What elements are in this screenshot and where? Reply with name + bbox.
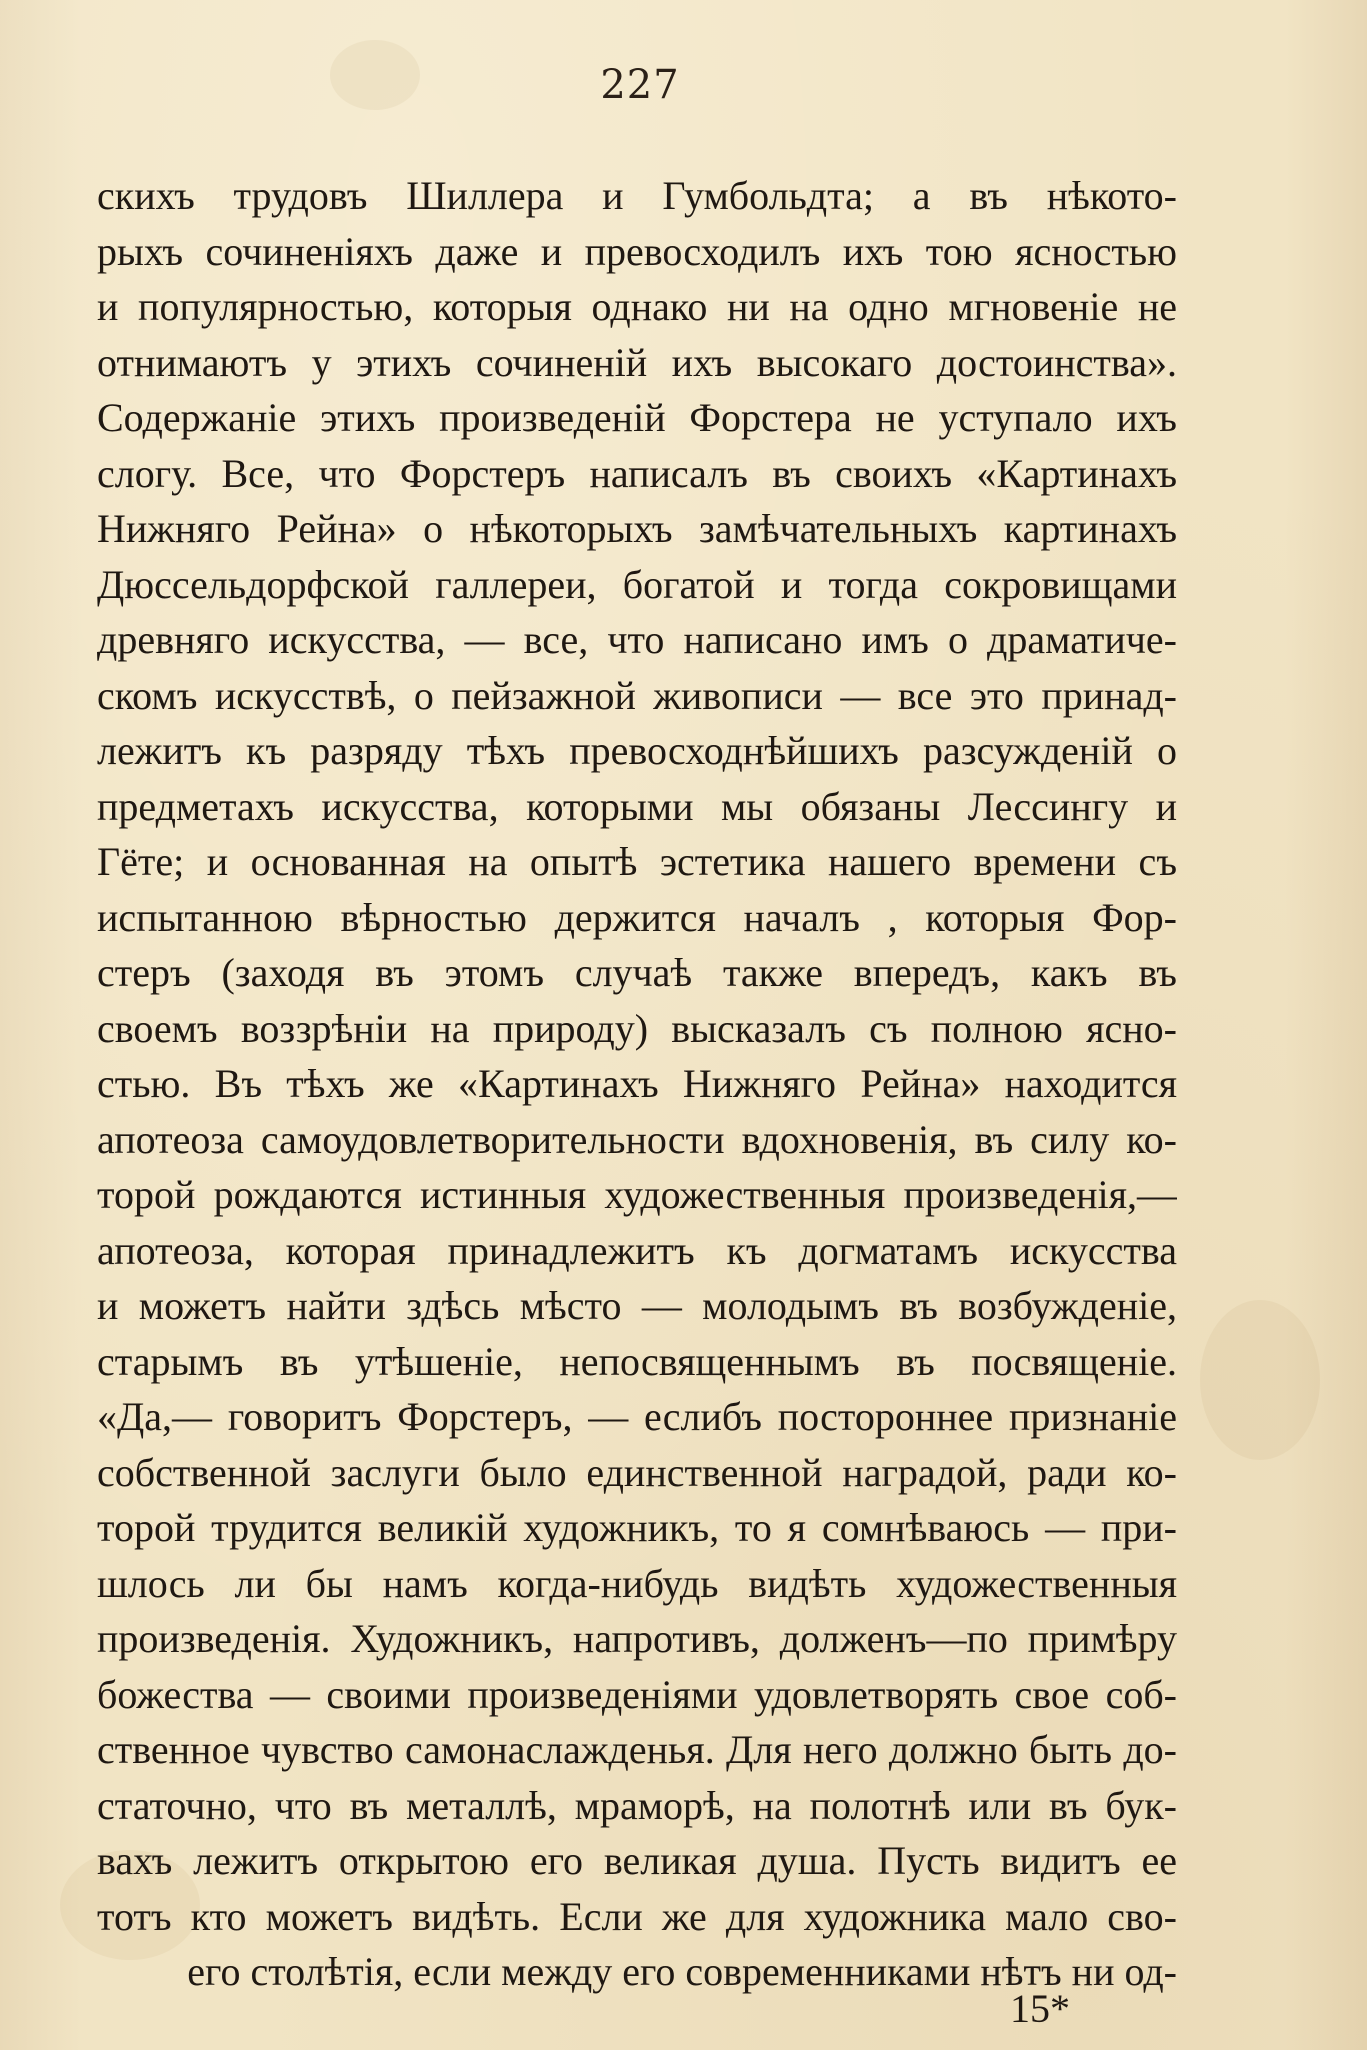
text-line: Дюссельдорфской галлереи, богатой и тогда сокровищами [97,561,1177,607]
text-line: торой трудится великій художникъ, то я сомнѣваюсь — при- [97,1505,1177,1550]
text-line: рыхъ сочиненіяхъ даже и превосходилъ ихъ тою ясностью [97,228,1177,274]
text-line: древняго искусства, — все, что написано имъ о драматиче- [97,617,1177,662]
text-line: стеръ (заходя въ этомъ случаѣ также впередъ, какъ въ [97,950,1177,995]
text-line: испытанною вѣрностью держится началъ , которыя Фор- [97,894,1177,940]
text-line: апотеоза самоудовлетворительности вдохновенія, въ силу ко- [97,1116,1177,1162]
text-line: лежитъ къ разряду тѣхъ превосходнѣйшихъ разсужденій о [97,728,1177,773]
text-line: собственной заслуги было единственной наградой, ради ко- [97,1449,1177,1495]
text-line: произведенія. Художникъ, напротивъ, долженъ—по примѣру [97,1616,1177,1661]
text-line: статочно, что въ металлѣ, мраморѣ, на полотнѣ или въ бук- [97,1782,1177,1828]
text-line: и популярностью, которыя однако ни на одно мгновеніе не [97,284,1177,329]
text-line: апотеоза, которая принадлежитъ къ догматамъ искусства [97,1227,1177,1273]
text-line: скомъ искусствѣ, о пейзажной живописи — все это принад- [97,672,1177,718]
text-line: слогу. Все, что Форстеръ написалъ въ своихъ «Картинахъ [97,450,1177,496]
text-line: Нижняго Рейна» о нѣкоторыхъ замѣчательныхъ картинахъ [97,506,1177,551]
paper-stain [1200,1300,1320,1460]
text-line: «Да,— говоритъ Форстеръ, — еслибъ постороннее признаніе [97,1394,1177,1439]
text-line: старымъ въ утѣшеніе, непосвященнымъ въ посвященіе. [97,1338,1177,1384]
text-line: Содержаніе этихъ произведеній Форстера не уступало ихъ [97,395,1177,440]
text-line: стью. Въ тѣхъ же «Картинахъ Нижняго Рейна» находится [97,1061,1177,1106]
text-line: своемъ воззрѣніи на природу) высказалъ съ полною ясно- [97,1005,1177,1051]
text-line: шлось ли бы намъ когда-нибудь видѣть художественныя [97,1560,1177,1606]
text-line: вахъ лежитъ открытою его великая душа. Пусть видитъ ее [97,1838,1177,1883]
text-line: его столѣтія, если между его современниками нѣтъ ни од- [187,1949,1177,1994]
signature-mark: 15* [1010,1986,1070,2031]
text-line: тотъ кто можетъ видѣть. Если же для художника мало сво- [97,1893,1177,1939]
text-line: божества — своими произведеніями удовлетворять свое соб- [97,1671,1177,1717]
page-number: 227 [600,62,680,108]
text-line: и можетъ найти здѣсь мѣсто — молодымъ въ возбужденіе, [97,1283,1177,1328]
text-line: Гёте; и основанная на опытѣ эстетика нашего времени съ [97,839,1177,884]
text-line: отнимаютъ у этихъ сочиненій ихъ высокаго достоинства». [97,339,1177,385]
body-text [97,168,1177,2000]
text-line: скихъ трудовъ Шиллера и Гумбольдта; а въ нѣкото- [97,173,1177,218]
text-line: торой рождаются истинныя художественныя произведенія,— [97,1172,1177,1217]
text-line: ственное чувство самонаслажденья. Для него должно быть до- [97,1727,1177,1772]
text-line: предметахъ искусства, которыми мы обязаны Лессингу и [97,783,1177,829]
